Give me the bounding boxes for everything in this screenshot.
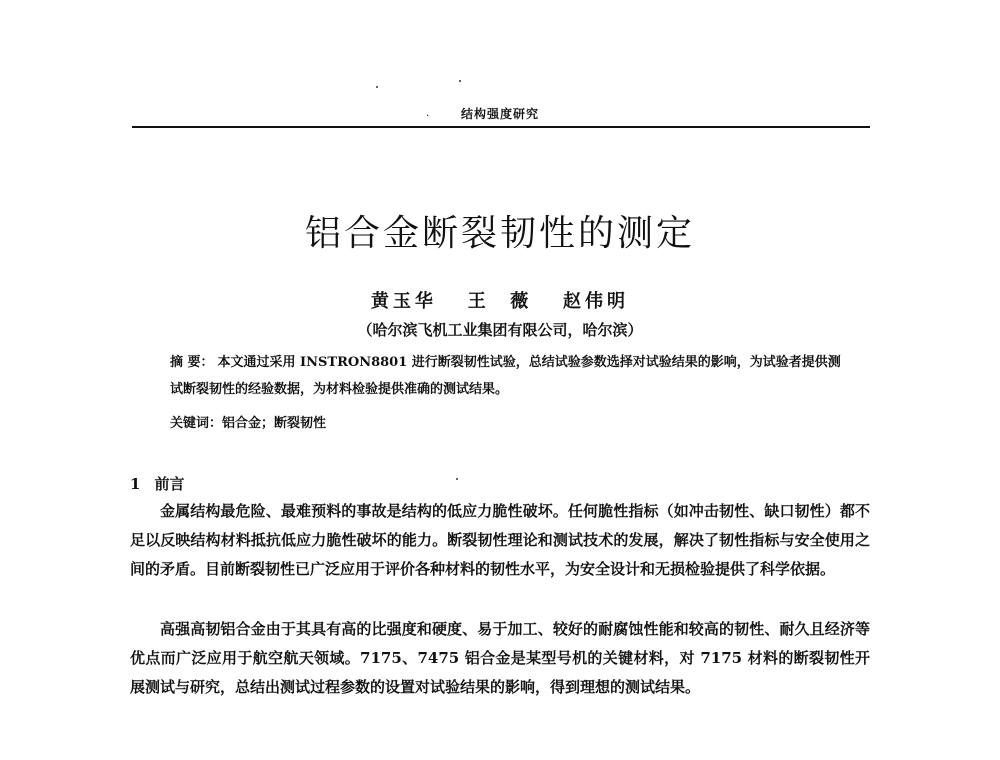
section-title: 前言	[154, 475, 185, 493]
body-paragraph-1	[130, 497, 870, 584]
keywords-text: 铝合金；断裂韧性	[222, 416, 327, 431]
abstract-label: 摘 要：	[170, 355, 214, 370]
paragraph-text: 金属结构最危险、最难预料的事故是结构的低应力脆性破坏。任何脆性指标（如冲击韧性、缺口韧性）都不足以反映结构材料抵抗低应力脆性破坏的能力。断裂韧性理论和测试技术的发展，解决了韧性指标与安全使用之间的矛盾。目前断裂韧性已广泛应用于评价各种材料的韧性水平，为安全设计和无损检验提供了科学依据。	[130, 502, 870, 578]
keywords	[170, 412, 326, 431]
paper-title: 铝合金断裂韧性的测定	[304, 213, 695, 254]
body-paragraph-2	[130, 615, 870, 702]
running-header: 结构强度研究	[460, 107, 539, 121]
scan-speck	[459, 80, 461, 82]
paragraph-text: 高强高韧铝合金由于其具有高的比强度和硬度、易于加工、较好的耐腐蚀性能和较高的韧性、耐久且经济等优点而广泛应用于航空航天领域。7175、7475 铝合金是某型号机的关键材料，对 7175 材料的断裂韧性开展测试与研究，总结出测试过程参数的设置对试验结果的影响，得到理想的测试结果。	[130, 620, 870, 696]
header-rule	[132, 126, 870, 128]
author-list: 黄玉华 王 薇 赵伟明	[370, 291, 630, 312]
affiliation: （哈尔滨飞机工业集团有限公司，哈尔滨）	[357, 321, 643, 339]
section-heading	[130, 473, 184, 494]
section-number: 1	[130, 475, 141, 493]
abstract	[170, 349, 850, 403]
scan-speck	[456, 478, 458, 480]
abstract-text: 本文通过采用 INSTRON8801 进行断裂韧性试验，总结试验参数选择对试验结果的影响，为试验者提供测试断裂韧性的经验数据，为材料检验提供准确的测试结果。	[170, 355, 841, 397]
keywords-label: 关键词：	[170, 416, 223, 431]
scan-speck	[376, 86, 378, 88]
header-dot: .	[426, 108, 430, 119]
